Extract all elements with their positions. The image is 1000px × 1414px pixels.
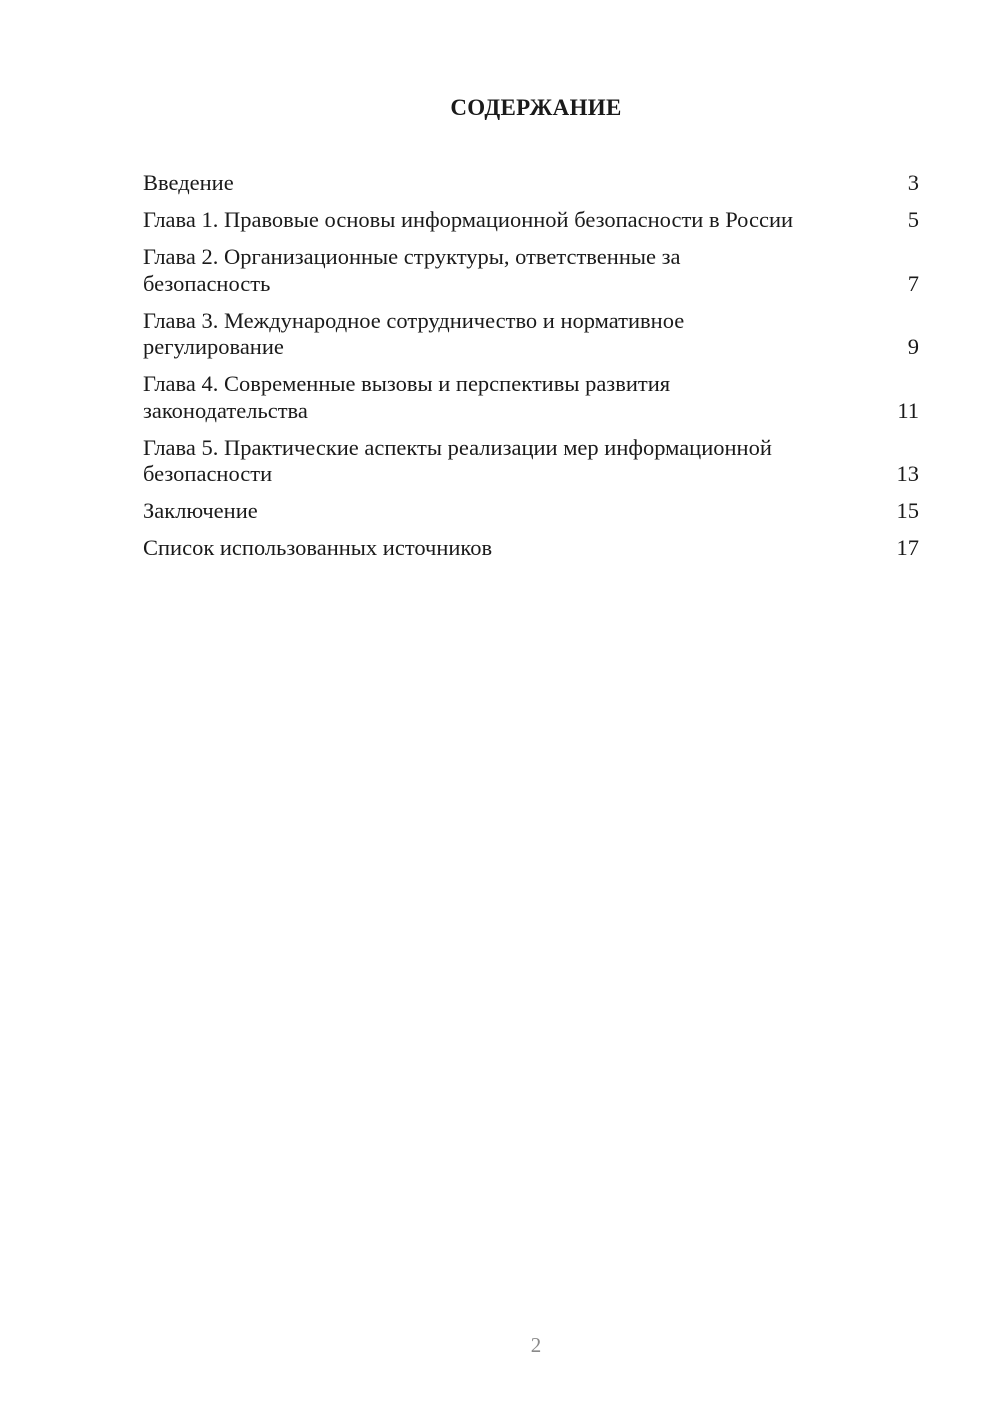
toc-entry-page: 7 — [907, 270, 919, 296]
toc-entry-label: Глава 1. Правовые основы информационной безопасности в России — [143, 207, 794, 232]
toc-entry-label: Глава 3. Международное сотрудничество и нормативное регулирование — [143, 307, 685, 359]
toc-entry-page: 15 — [896, 498, 919, 523]
toc-entry-chapter-2 — [143, 244, 919, 297]
toc-entry-chapter-4 — [143, 371, 919, 424]
toc-entry-label: Список использованных источников — [143, 535, 493, 560]
toc-entry-chapter-1 — [143, 207, 919, 234]
table-of-contents — [143, 170, 919, 572]
toc-entry-label: Глава 4. Современные вызовы и перспективы развития законодательства — [143, 371, 671, 423]
toc-entry-chapter-5 — [143, 435, 919, 488]
toc-entry-label: Глава 2. Организационные структуры, ответственные за безопасность — [143, 244, 681, 296]
toc-title: СОДЕРЖАНИЕ — [450, 95, 622, 120]
toc-entry-conclusion — [143, 498, 919, 525]
page-number: 2 — [530, 1333, 542, 1357]
toc-entry-chapter-3 — [143, 308, 919, 361]
toc-entry-label: Введение — [143, 170, 234, 195]
toc-entry-label: Глава 5. Практические аспекты реализации мер информационной безопасности — [143, 434, 772, 486]
toc-entry-page: 5 — [907, 207, 919, 232]
toc-entry-introduction — [143, 170, 919, 197]
toc-entry-page: 13 — [896, 461, 919, 486]
toc-entry-page: 9 — [907, 334, 919, 359]
toc-entry-label: Заключение — [143, 498, 258, 523]
toc-entry-page: 17 — [896, 535, 919, 560]
toc-entry-references — [143, 535, 919, 562]
toc-entry-page: 3 — [907, 170, 919, 195]
toc-entry-page: 11 — [897, 397, 919, 423]
